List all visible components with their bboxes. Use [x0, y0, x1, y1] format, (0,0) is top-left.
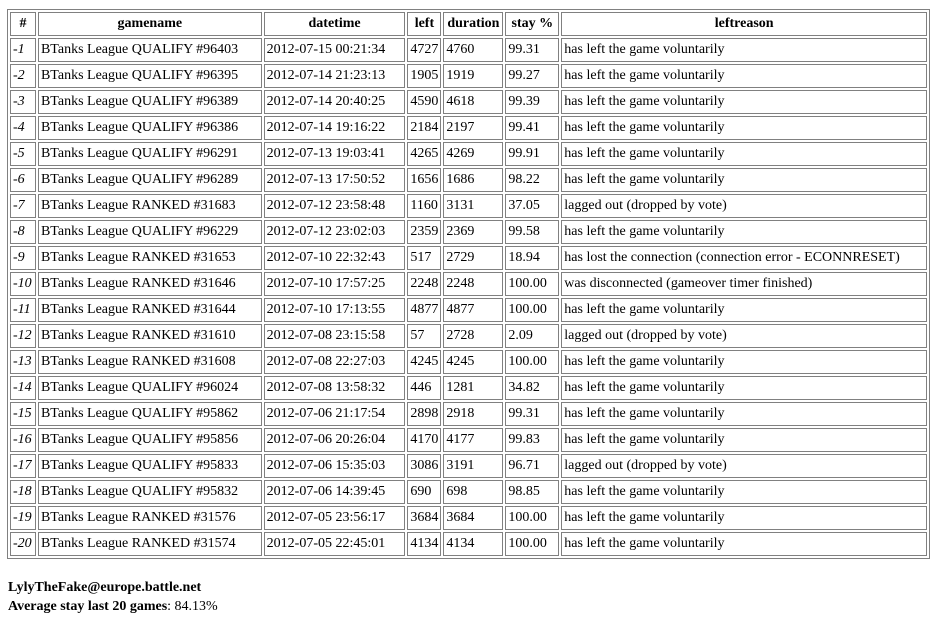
cell-duration: 4269: [443, 142, 503, 166]
cell-left: 2359: [407, 220, 441, 244]
table-row: [10, 376, 927, 400]
cell-gamename: BTanks League QUALIFY #95832: [38, 480, 262, 504]
cell-gamename: BTanks League QUALIFY #95833: [38, 454, 262, 478]
cell-duration: 2197: [443, 116, 503, 140]
cell-gamename: BTanks League QUALIFY #96395: [38, 64, 262, 88]
cell-stay: 100.00: [505, 532, 559, 556]
table-row: [10, 532, 927, 556]
cell-left: 446: [407, 376, 441, 400]
cell-leftreason: has left the game voluntarily: [561, 64, 927, 88]
cell-duration: 4760: [443, 38, 503, 62]
cell-stay: 100.00: [505, 272, 559, 296]
cell-number: -18: [10, 480, 36, 504]
player-name: LylyTheFake@europe.battle.net: [8, 580, 202, 595]
cell-number: -14: [10, 376, 36, 400]
cell-leftreason: has left the game voluntarily: [561, 38, 927, 62]
cell-number: -16: [10, 428, 36, 452]
cell-duration: 4877: [443, 298, 503, 322]
cell-datetime: 2012-07-08 13:58:32: [264, 376, 406, 400]
cell-duration: 4177: [443, 428, 503, 452]
cell-left: 4134: [407, 532, 441, 556]
cell-left: 4170: [407, 428, 441, 452]
cell-datetime: 2012-07-12 23:02:03: [264, 220, 406, 244]
header-duration: duration: [443, 12, 503, 36]
cell-stay: 37.05: [505, 194, 559, 218]
cell-number: -10: [10, 272, 36, 296]
table-row: [10, 168, 927, 192]
table-row: [10, 38, 927, 62]
cell-leftreason: has left the game voluntarily: [561, 350, 927, 374]
table-row: [10, 272, 927, 296]
cell-duration: 3191: [443, 454, 503, 478]
cell-duration: 1919: [443, 64, 503, 88]
cell-left: 1160: [407, 194, 441, 218]
cell-number: -4: [10, 116, 36, 140]
cell-leftreason: has left the game voluntarily: [561, 428, 927, 452]
cell-gamename: BTanks League QUALIFY #95862: [38, 402, 262, 426]
table-row: [10, 194, 927, 218]
cell-leftreason: has lost the connection (connection error - ECONNRESET): [561, 246, 927, 270]
table-row: [10, 90, 927, 114]
table-body: [10, 38, 927, 556]
table-row: [10, 64, 927, 88]
cell-number: -11: [10, 298, 36, 322]
table-header: [10, 12, 927, 36]
cell-number: -17: [10, 454, 36, 478]
cell-duration: 4245: [443, 350, 503, 374]
cell-gamename: BTanks League QUALIFY #96229: [38, 220, 262, 244]
cell-left: 3086: [407, 454, 441, 478]
cell-datetime: 2012-07-08 23:15:58: [264, 324, 406, 348]
table-row: [10, 428, 927, 452]
table-row: [10, 142, 927, 166]
cell-left: 517: [407, 246, 441, 270]
cell-gamename: BTanks League QUALIFY #96386: [38, 116, 262, 140]
header-leftreason: leftreason: [561, 12, 927, 36]
table-row: [10, 116, 927, 140]
cell-datetime: 2012-07-05 23:56:17: [264, 506, 406, 530]
cell-stay: 100.00: [505, 506, 559, 530]
cell-stay: 2.09: [505, 324, 559, 348]
header-gamename: gamename: [38, 12, 262, 36]
header-left: left: [407, 12, 441, 36]
cell-number: -9: [10, 246, 36, 270]
cell-leftreason: has left the game voluntarily: [561, 402, 927, 426]
cell-datetime: 2012-07-13 17:50:52: [264, 168, 406, 192]
cell-gamename: BTanks League RANKED #31653: [38, 246, 262, 270]
cell-leftreason: has left the game voluntarily: [561, 116, 927, 140]
cell-stay: 18.94: [505, 246, 559, 270]
cell-number: -3: [10, 90, 36, 114]
summary-footer: [8, 578, 218, 616]
table-row: [10, 506, 927, 530]
cell-duration: 1281: [443, 376, 503, 400]
cell-gamename: BTanks League RANKED #31646: [38, 272, 262, 296]
cell-datetime: 2012-07-10 17:57:25: [264, 272, 406, 296]
cell-datetime: 2012-07-06 15:35:03: [264, 454, 406, 478]
cell-number: -13: [10, 350, 36, 374]
cell-gamename: BTanks League QUALIFY #96403: [38, 38, 262, 62]
cell-number: -20: [10, 532, 36, 556]
cell-stay: 34.82: [505, 376, 559, 400]
cell-leftreason: has left the game voluntarily: [561, 220, 927, 244]
cell-duration: 4134: [443, 532, 503, 556]
cell-left: 1656: [407, 168, 441, 192]
cell-duration: 4618: [443, 90, 503, 114]
cell-leftreason: has left the game voluntarily: [561, 480, 927, 504]
cell-datetime: 2012-07-10 17:13:55: [264, 298, 406, 322]
cell-stay: 99.31: [505, 402, 559, 426]
cell-stay: 99.83: [505, 428, 559, 452]
cell-left: 4245: [407, 350, 441, 374]
cell-duration: 3131: [443, 194, 503, 218]
header-datetime: datetime: [264, 12, 406, 36]
cell-stay: 98.85: [505, 480, 559, 504]
cell-left: 4590: [407, 90, 441, 114]
cell-gamename: BTanks League RANKED #31608: [38, 350, 262, 374]
cell-datetime: 2012-07-06 14:39:45: [264, 480, 406, 504]
cell-stay: 100.00: [505, 298, 559, 322]
cell-leftreason: has left the game voluntarily: [561, 298, 927, 322]
cell-datetime: 2012-07-06 20:26:04: [264, 428, 406, 452]
header-number: #: [10, 12, 36, 36]
cell-left: 2898: [407, 402, 441, 426]
cell-gamename: BTanks League RANKED #31576: [38, 506, 262, 530]
cell-number: -15: [10, 402, 36, 426]
cell-datetime: 2012-07-08 22:27:03: [264, 350, 406, 374]
cell-datetime: 2012-07-12 23:58:48: [264, 194, 406, 218]
cell-left: 4727: [407, 38, 441, 62]
cell-gamename: BTanks League QUALIFY #96291: [38, 142, 262, 166]
cell-stay: 99.31: [505, 38, 559, 62]
cell-number: -1: [10, 38, 36, 62]
cell-number: -5: [10, 142, 36, 166]
cell-number: -19: [10, 506, 36, 530]
table-row: [10, 324, 927, 348]
cell-datetime: 2012-07-14 21:23:13: [264, 64, 406, 88]
cell-stay: 98.22: [505, 168, 559, 192]
cell-datetime: 2012-07-10 22:32:43: [264, 246, 406, 270]
cell-stay: 99.39: [505, 90, 559, 114]
cell-number: -7: [10, 194, 36, 218]
cell-leftreason: has left the game voluntarily: [561, 506, 927, 530]
cell-stay: 99.27: [505, 64, 559, 88]
cell-left: 2184: [407, 116, 441, 140]
cell-datetime: 2012-07-06 21:17:54: [264, 402, 406, 426]
cell-leftreason: has left the game voluntarily: [561, 376, 927, 400]
table-row: [10, 402, 927, 426]
table-row: [10, 220, 927, 244]
cell-datetime: 2012-07-13 19:03:41: [264, 142, 406, 166]
table-row: [10, 298, 927, 322]
cell-duration: 2918: [443, 402, 503, 426]
cell-gamename: BTanks League RANKED #31683: [38, 194, 262, 218]
cell-stay: 96.71: [505, 454, 559, 478]
cell-datetime: 2012-07-05 22:45:01: [264, 532, 406, 556]
cell-gamename: BTanks League RANKED #31574: [38, 532, 262, 556]
cell-gamename: BTanks League RANKED #31610: [38, 324, 262, 348]
cell-duration: 3684: [443, 506, 503, 530]
cell-duration: 2729: [443, 246, 503, 270]
cell-gamename: BTanks League RANKED #31644: [38, 298, 262, 322]
cell-leftreason: lagged out (dropped by vote): [561, 454, 927, 478]
table-row: [10, 480, 927, 504]
cell-left: 57: [407, 324, 441, 348]
table-row: [10, 454, 927, 478]
cell-number: -12: [10, 324, 36, 348]
header-stay: stay %: [505, 12, 559, 36]
header-row: [10, 12, 927, 36]
cell-stay: 99.41: [505, 116, 559, 140]
cell-leftreason: lagged out (dropped by vote): [561, 194, 927, 218]
cell-duration: 1686: [443, 168, 503, 192]
average-stay: [8, 597, 218, 616]
cell-datetime: 2012-07-14 20:40:25: [264, 90, 406, 114]
cell-number: -6: [10, 168, 36, 192]
cell-number: -8: [10, 220, 36, 244]
cell-duration: 2248: [443, 272, 503, 296]
cell-duration: 2369: [443, 220, 503, 244]
cell-left: 1905: [407, 64, 441, 88]
cell-leftreason: lagged out (dropped by vote): [561, 324, 927, 348]
cell-left: 3684: [407, 506, 441, 530]
cell-stay: 99.91: [505, 142, 559, 166]
cell-leftreason: was disconnected (gameover timer finished): [561, 272, 927, 296]
average-stay-value: : 84.13%: [167, 599, 218, 614]
cell-left: 690: [407, 480, 441, 504]
cell-duration: 2728: [443, 324, 503, 348]
cell-left: 4877: [407, 298, 441, 322]
cell-leftreason: has left the game voluntarily: [561, 532, 927, 556]
table-row: [10, 350, 927, 374]
cell-datetime: 2012-07-14 19:16:22: [264, 116, 406, 140]
cell-stay: 100.00: [505, 350, 559, 374]
cell-left: 4265: [407, 142, 441, 166]
cell-datetime: 2012-07-15 00:21:34: [264, 38, 406, 62]
cell-stay: 99.58: [505, 220, 559, 244]
cell-left: 2248: [407, 272, 441, 296]
cell-leftreason: has left the game voluntarily: [561, 142, 927, 166]
games-table: [7, 9, 930, 559]
table-row: [10, 246, 927, 270]
cell-gamename: BTanks League QUALIFY #95856: [38, 428, 262, 452]
cell-gamename: BTanks League QUALIFY #96024: [38, 376, 262, 400]
cell-number: -2: [10, 64, 36, 88]
average-stay-label: Average stay last 20 games: [8, 599, 168, 614]
cell-duration: 698: [443, 480, 503, 504]
cell-gamename: BTanks League QUALIFY #96289: [38, 168, 262, 192]
cell-leftreason: has left the game voluntarily: [561, 90, 927, 114]
cell-gamename: BTanks League QUALIFY #96389: [38, 90, 262, 114]
cell-leftreason: has left the game voluntarily: [561, 168, 927, 192]
games-table-container: [7, 9, 930, 559]
